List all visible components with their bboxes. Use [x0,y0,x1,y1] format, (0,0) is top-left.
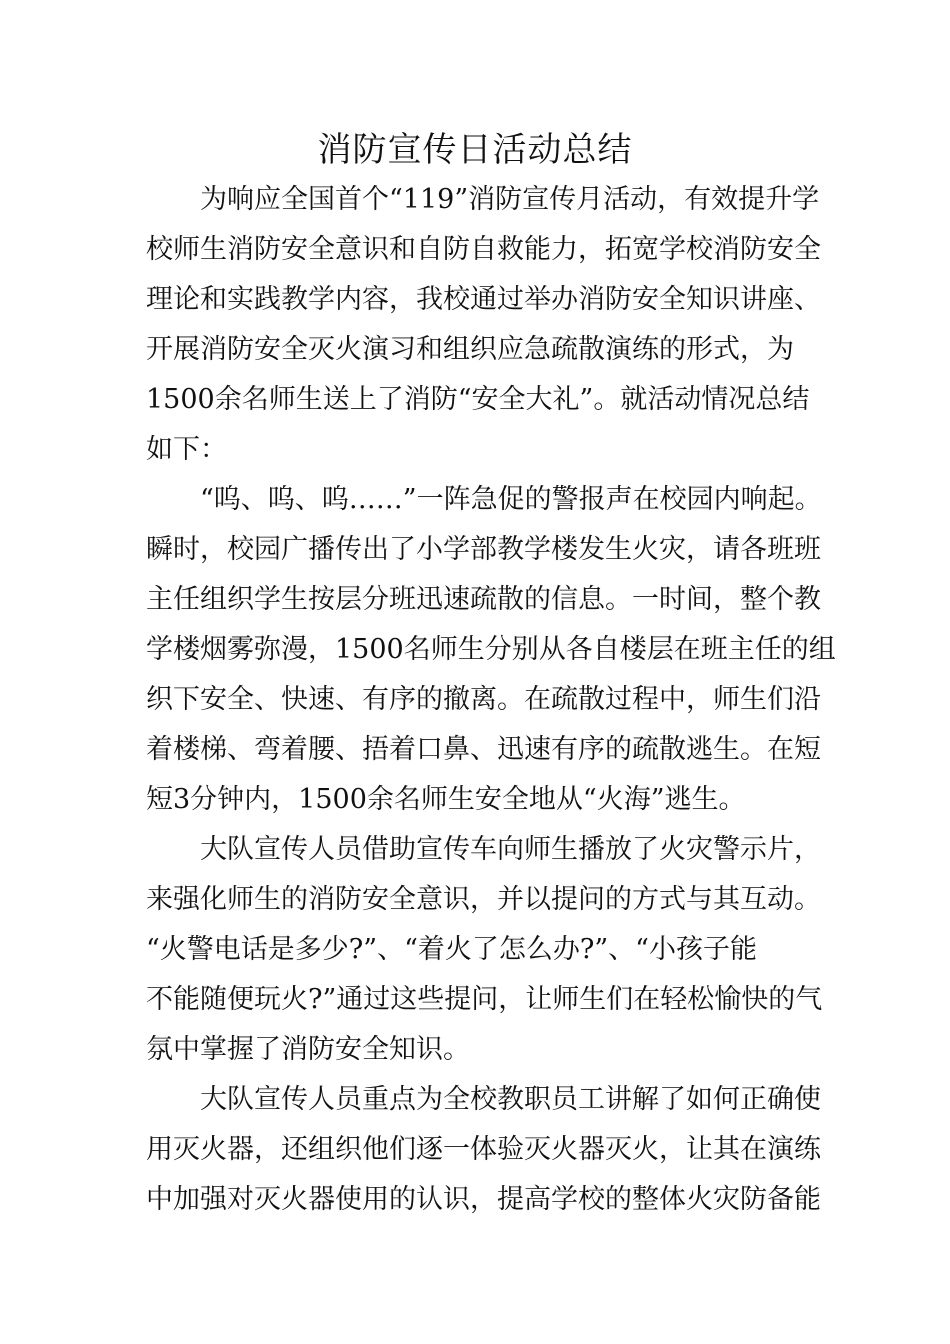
paragraph-line: “火警电话是多少?”、“着火了怎么办?”、“小孩子能 [146,934,757,965]
paragraph-line: 1500余名师生送上了消防“安全大礼”。就活动情况总结 [146,384,810,415]
paragraph-line: “呜、呜、呜……”一阵急促的警报声在校园内响起。 [200,484,822,515]
paragraph-line: 理论和实践教学内容，我校通过举办消防安全知识讲座、 [146,284,821,315]
paragraph-line: 主任组织学生按层分班迅速疏散的信息。一时间，整个教 [146,584,821,615]
paragraph-line: 织下安全、快速、有序的撤离。在疏散过程中，师生们沿 [146,684,821,715]
paragraph-line: 氛中掌握了消防安全知识。 [146,1034,470,1065]
paragraph-line: 开展消防安全灭火演习和组织应急疏散演练的形式，为 [146,334,794,365]
paragraph-line: 大队宣传人员重点为全校教职员工讲解了如何正确使 [200,1084,821,1115]
paragraph-line: 着楼梯、弯着腰、捂着口鼻、迅速有序的疏散逃生。在短 [146,734,821,765]
paragraph-line: 为响应全国首个“119”消防宣传月活动，有效提升学 [200,184,820,215]
paragraph-line: 学楼烟雾弥漫，1500名师生分别从各自楼层在班主任的组 [146,634,836,665]
paragraph-line: 校师生消防安全意识和自防自救能力，拓宽学校消防安全 [146,234,821,265]
paragraph-line: 大队宣传人员借助宣传车向师生播放了火灾警示片， [200,834,821,865]
document-title: 消防宣传日活动总结 [317,130,633,170]
paragraph-line: 短3分钟内，1500余名师生安全地从“火海”逃生。 [146,784,746,815]
paragraph-line: 不能随便玩火?”通过这些提问，让师生们在轻松愉快的气 [146,984,823,1015]
paragraph-line: 中加强对灭火器使用的认识，提高学校的整体火灾防备能 [146,1184,821,1215]
paragraph-line: 如下： [146,434,227,465]
paragraph-line: 用灭火器，还组织他们逐一体验灭火器灭火，让其在演练 [146,1134,821,1165]
paragraph-line: 瞬时，校园广播传出了小学部教学楼发生火灾，请各班班 [146,534,821,565]
paragraph-line: 来强化师生的消防安全意识，并以提问的方式与其互动。 [146,884,821,915]
